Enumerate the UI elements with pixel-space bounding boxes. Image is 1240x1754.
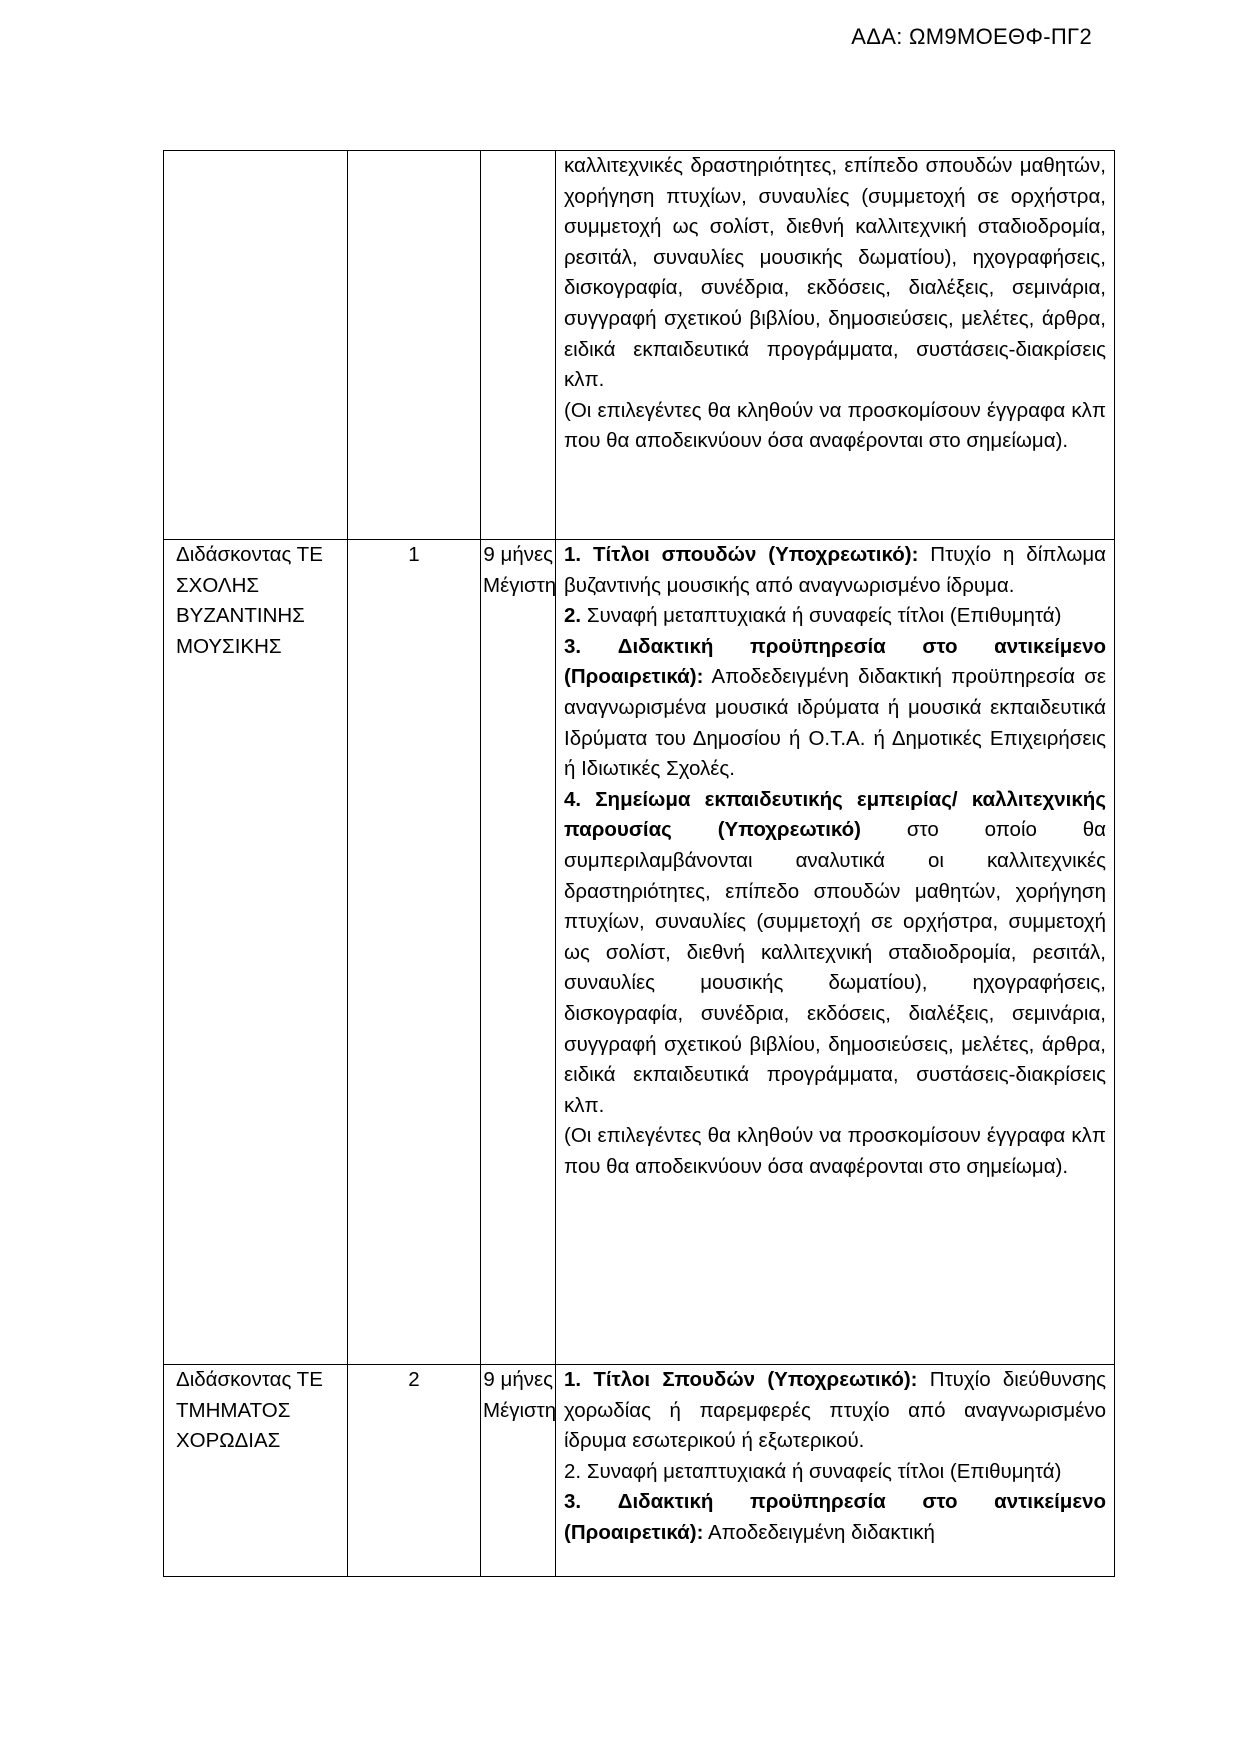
position-count [348,151,481,540]
qualification-note: (Οι επιλεγέντες θα κληθούν να προσκομίσουν έγγραφα κλπ που θα αποδεικνύουν όσα αναφέρονται στο σημείωμα). [564,1124,1106,1178]
position-count: 1 [348,540,481,1365]
position-duration [481,151,556,540]
ada-code: ΑΔΑ: ΩΜ9ΜΟΕΘΦ-ΠΓ2 [851,24,1092,49]
qualification-item: 2. Συναφή μεταπτυχιακά ή συναφείς τίτλοι (Επιθυμητά) [564,604,1062,628]
table-row [164,1365,1115,1577]
qualification-item: 1. Τίτλοι Σπουδών (Υποχρεωτικό): Πτυχίο διεύθυνσης χορωδίας ή παρεμφερές πτυχίο από αναγνωρισμένο ίδρυμα εσωτερικού ή εξωτερικού. [564,1368,1106,1453]
qualification-note: (Οι επιλεγέντες θα κληθούν να προσκομίσουν έγγραφα κλπ που θα αποδεικνύουν όσα αναφέρονται στο σημείωμα). [564,398,1106,453]
position-count: 2 [348,1365,481,1577]
qualification-item: 1. Τίτλοι σπουδών (Υποχρεωτικό): Πτυχίο η δίπλωμα βυζαντινής μουσικής από αναγνωρισμένο ίδρυμα. [564,543,1106,597]
qualifications-cell [556,540,1115,1365]
position-duration: 9 μήνες Μέγιστη [481,1365,556,1577]
qualification-item: 2. Συναφή μεταπτυχιακά ή συναφείς τίτλοι (Επιθυμητά) [564,1459,1062,1483]
table-row [164,540,1115,1365]
table-row [164,151,1115,540]
qualification-item: καλλιτεχνικές δραστηριότητες, επίπεδο σπουδών μαθητών, χορήγηση πτυχίων, συναυλίες (συμμετοχή σε ορχήστρα, συμμετοχή ως σολίστ, διεθνή καλλιτεχνική σταδιοδρομία, ρεσιτάλ, συναυλίες μουσικής δωματίου), ηχογραφήσεις, δισκογραφία, συνέδρια, εκδόσεις, διαλέξεις, σεμινάρια, συγγραφή σχετικού βιβλίου, δημοσιεύσεις, μελέτες, άρθρα, ειδικά εκπαιδευτικά προγράμματα, συστάσεις-διακρίσεις κλπ. [564,154,1106,392]
position-title: Διδάσκοντας ΤΕ ΤΜΗΜΑΤΟΣ ΧΟΡΩΔΙΑΣ [164,1365,348,1577]
qualification-item: 3. Διδακτική προϋπηρεσία στο αντικείμενο (Προαιρετικά): Αποδεδειγμένη διδακτική προϋπηρεσία σε αναγνωρισμένα μουσικά ιδρύματα ή μουσικά εκπαιδευτικά Ιδρύματα του Δημοσίου ή Ο.Τ.Α. ή Δημοτικές Επιχειρήσεις ή Ιδιωτικές Σχολές. [564,634,1106,781]
qualifications-cell [556,151,1115,540]
positions-table [163,150,1115,1577]
position-title: Διδάσκοντας ΤΕ ΣΧΟΛΗΣ ΒΥΖΑΝΤΙΝΗΣ ΜΟΥΣΙΚΗΣ [164,540,348,1365]
qualification-item: 3. Διδακτική προϋπηρεσία στο αντικείμενο (Προαιρετικά): Αποδεδειγμένη διδακτική [564,1490,1106,1544]
qualifications-cell [556,1365,1115,1577]
position-title [164,151,348,540]
position-duration: 9 μήνες Μέγιστη [481,540,556,1365]
qualification-item: 4. Σημείωμα εκπαιδευτικής εμπειρίας/ καλλιτεχνικής παρουσίας (Υποχρεωτικό) στο οποίο θα συμπεριλαμβάνονται αναλυτικά οι καλλιτεχνικές δραστηριότητες, επίπεδο σπουδών μαθητών, χορήγηση πτυχίων, συναυλίες (συμμετοχή σε ορχήστρα, συμμετοχή ως σολίστ, διεθνή καλλιτεχνική σταδιοδρομία, ρεσιτάλ, συναυλίες μουσικής δωματίου), ηχογραφήσεις, δισκογραφία, συνέδρια, εκδόσεις, διαλέξεις, σεμινάρια, συγγραφή σχετικού βιβλίου, δημοσιεύσεις, μελέτες, άρθρα, ειδικά εκπαιδευτικά προγράμματα, συστάσεις-διακρίσεις κλπ. [564,787,1107,1117]
